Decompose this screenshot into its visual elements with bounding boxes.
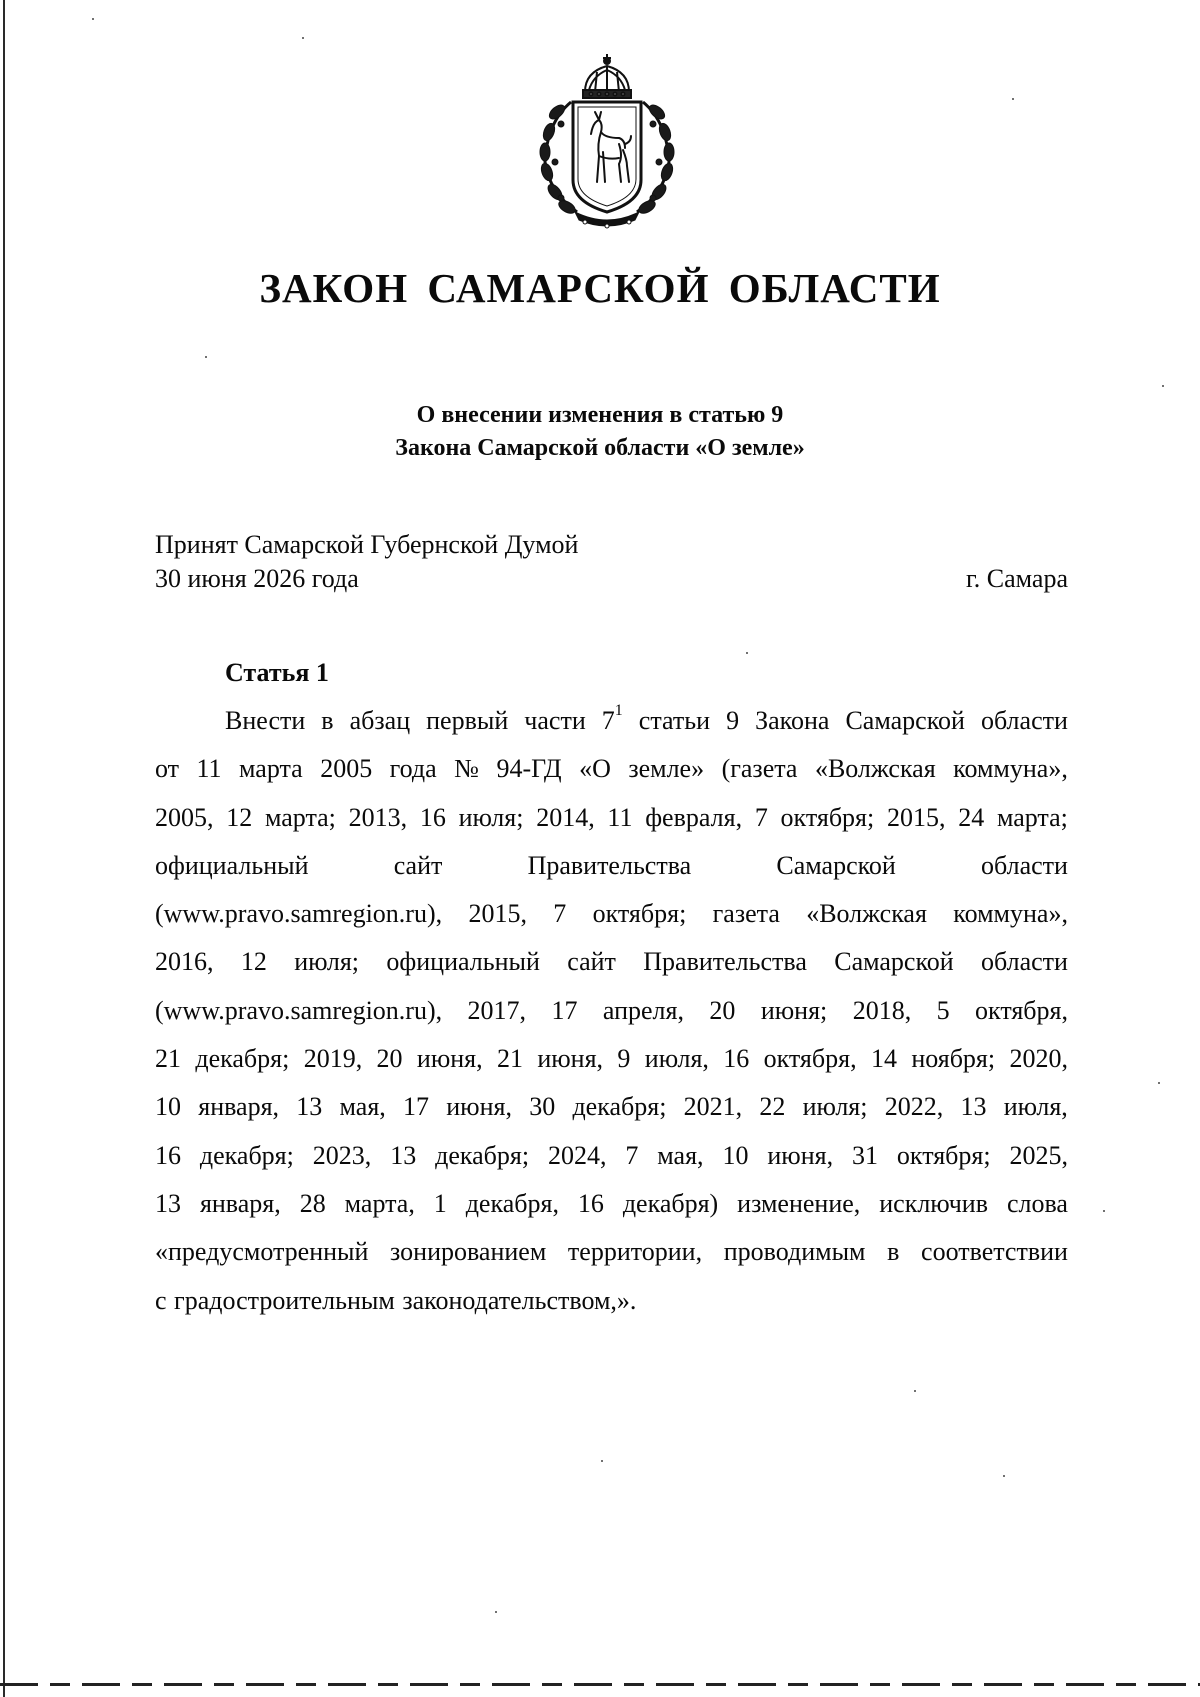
article-word: февраля, xyxy=(645,802,743,832)
scan-bottom-edge xyxy=(0,1683,1200,1686)
article-word: Самарской xyxy=(776,850,896,880)
article-word: июня, xyxy=(767,1140,834,1170)
article-word: июля; xyxy=(458,802,524,832)
article-word: 11 xyxy=(607,802,633,832)
article-word: 30 xyxy=(529,1092,556,1122)
article-word: исключив xyxy=(879,1188,988,1218)
article-word: марта; xyxy=(264,802,336,832)
article-word: сайт xyxy=(393,850,443,880)
article-word: июля; xyxy=(802,1092,868,1122)
scan-speck xyxy=(205,356,207,358)
article-word: 12 xyxy=(240,947,267,977)
scan-speck xyxy=(1012,98,1014,100)
article-line xyxy=(155,842,1068,890)
article-line xyxy=(155,697,1068,745)
article-line xyxy=(155,1277,1068,1325)
article-word: Самарской xyxy=(834,947,954,977)
article-word: ноября; xyxy=(911,1044,996,1074)
article-word: 20 xyxy=(376,1044,403,1074)
article-word: Внести xyxy=(225,706,306,735)
article-word: области xyxy=(980,706,1068,735)
article-word: области xyxy=(981,947,1068,977)
article-word: 5 xyxy=(936,995,950,1025)
article-word: Правительства xyxy=(527,850,692,880)
article-word: 13 xyxy=(296,1092,323,1122)
article-word: 2015, xyxy=(886,802,946,832)
scan-speck xyxy=(302,37,304,39)
article-word: 17 xyxy=(403,1092,430,1122)
city-label: г. Самара xyxy=(966,564,1068,593)
scan-speck xyxy=(1103,1210,1105,1212)
article-word: июня, xyxy=(416,1044,483,1074)
article-word: (газета xyxy=(721,754,798,784)
article-word: октября; xyxy=(896,1140,991,1170)
article-word: 2025, xyxy=(1009,1140,1068,1170)
article-word: июля; xyxy=(294,947,360,977)
article-word: 7 xyxy=(625,1140,639,1170)
article-word: 20 xyxy=(709,995,736,1025)
article-line xyxy=(155,987,1068,1035)
article-word: статьи xyxy=(638,706,711,735)
article-line xyxy=(155,1035,1068,1083)
article-word: $7^1$ xyxy=(601,702,623,735)
article-word: «Волжская xyxy=(806,899,927,929)
article-word: января, xyxy=(199,1188,281,1218)
adoption-info xyxy=(155,528,578,596)
article-word: 13 xyxy=(155,1188,181,1218)
article-word: от xyxy=(155,754,180,784)
scan-speck xyxy=(1162,385,1164,387)
article-word: 94-ГД xyxy=(496,754,562,784)
article-line xyxy=(155,1083,1068,1131)
subtitle-line-1: О внесении изменения в статью 9 xyxy=(416,402,784,428)
article-word: 22 xyxy=(759,1092,786,1122)
article-word: № xyxy=(454,754,479,784)
article-word: 14 xyxy=(870,1044,897,1074)
law-subtitle xyxy=(0,399,1200,465)
article-word: области xyxy=(981,850,1068,880)
article-word: зонированием xyxy=(390,1237,547,1267)
scan-speck xyxy=(1003,1475,1005,1477)
article-word: «О xyxy=(579,754,611,784)
article-word: территории, xyxy=(567,1237,703,1267)
article-word: января, xyxy=(198,1092,280,1122)
article-line xyxy=(155,745,1068,793)
article-word: октября, xyxy=(975,995,1068,1025)
article-word: 2014, xyxy=(536,802,595,832)
article-title: Статья 1 xyxy=(225,658,329,687)
crown-icon xyxy=(583,54,631,98)
article-word: октября; xyxy=(592,899,687,929)
article-word: Самарской xyxy=(845,706,965,735)
article-word: в xyxy=(887,1237,900,1267)
article-word: 28 xyxy=(299,1188,326,1218)
article-word: 17 xyxy=(551,995,578,1025)
article-word: декабря; xyxy=(435,1140,530,1170)
article-word: 9 xyxy=(726,706,740,735)
article-word: Закона xyxy=(755,706,830,735)
article-word: 2005 xyxy=(320,754,373,784)
article-word: декабря, xyxy=(465,1188,559,1218)
article-word: 2021, xyxy=(683,1092,743,1122)
article-word: 2005, xyxy=(155,802,214,832)
article-word: официальный xyxy=(386,947,540,977)
article-word: абзац xyxy=(349,706,411,735)
article-word: газета xyxy=(712,899,780,929)
coat-of-arms-emblem xyxy=(527,52,687,232)
article-word: 16 xyxy=(723,1044,750,1074)
ribbon-icon xyxy=(575,212,639,228)
article-word: 12 xyxy=(226,802,253,832)
article-word: 16 xyxy=(577,1188,604,1218)
article-word: части xyxy=(524,706,586,735)
article-word: октября; xyxy=(780,802,875,832)
article-word: июля, xyxy=(644,1044,709,1074)
article-word: 10 xyxy=(722,1140,749,1170)
article-line xyxy=(155,1132,1068,1180)
article-word: 2020, xyxy=(1009,1044,1068,1074)
article-word: марта xyxy=(239,754,303,784)
adopted-by: Принят Самарской Губернской Думой xyxy=(155,530,579,559)
article-line xyxy=(155,1180,1068,1228)
article-word: 10 xyxy=(155,1092,181,1122)
scan-speck xyxy=(914,1390,916,1392)
article-word: декабря; xyxy=(572,1092,667,1122)
article-word: 13 xyxy=(390,1140,417,1170)
article-word: июня, xyxy=(446,1092,512,1122)
article-word: 24 xyxy=(958,802,985,832)
article-word: 2022, xyxy=(884,1092,944,1122)
article-word: земле» xyxy=(628,754,705,784)
article-word: с градостроительным законодательством,». xyxy=(155,1285,637,1315)
article-word: «Волжская xyxy=(814,754,936,784)
article-word: (www.pravo.samregion.ru), xyxy=(155,995,443,1025)
scan-speck xyxy=(495,1611,497,1613)
article-word: 1 xyxy=(433,1188,447,1218)
article-word: 2024, xyxy=(547,1140,607,1170)
article-word: 2018, xyxy=(852,995,912,1025)
shield-icon xyxy=(573,102,641,212)
article-word: в xyxy=(321,706,334,735)
article-line xyxy=(155,1228,1068,1276)
subtitle-line-2: Закона Самарской области «О земле» xyxy=(395,435,805,461)
scan-left-edge xyxy=(3,0,5,1697)
article-word: декабря) xyxy=(622,1188,719,1218)
article-word: изменение, xyxy=(737,1188,861,1218)
article-word: первый xyxy=(426,706,509,735)
article-word: 2019, xyxy=(303,1044,363,1074)
article-word: мая, xyxy=(339,1092,386,1122)
article-word: июня; xyxy=(760,995,828,1025)
article-word: Правительства xyxy=(643,947,807,977)
article-word: соответствии xyxy=(921,1237,1068,1267)
scan-speck xyxy=(601,1460,603,1462)
scan-speck xyxy=(746,652,748,654)
article-word: апреля, xyxy=(602,995,684,1025)
article-word: 2023, xyxy=(312,1140,372,1170)
article-word: 16 xyxy=(419,802,446,832)
article-word: 16 xyxy=(155,1140,181,1170)
article-word: 9 xyxy=(617,1044,631,1074)
article-word: года xyxy=(389,754,437,784)
article-word: марта; xyxy=(996,802,1068,832)
article-line xyxy=(155,794,1068,842)
article-word: 2016, xyxy=(155,947,214,977)
article-word: 2013, xyxy=(348,802,408,832)
article-word: 2017, xyxy=(467,995,527,1025)
article-word: 21 xyxy=(496,1044,523,1074)
article-word: июня, xyxy=(537,1044,604,1074)
article-word: коммуна», xyxy=(953,899,1068,929)
article-word: 31 xyxy=(852,1140,878,1170)
page-title: ЗАКОН САМАРСКОЙ ОБЛАСТИ xyxy=(259,265,941,311)
article-word: коммуна», xyxy=(953,754,1068,784)
adoption-date: 30 июня 2026 года xyxy=(155,564,359,593)
article-word: 2015, xyxy=(468,899,527,929)
article-line xyxy=(155,938,1068,986)
article-word: декабря; xyxy=(195,1044,290,1074)
article-word: (www.pravo.samregion.ru), xyxy=(155,899,443,929)
article-word: «предусмотренный xyxy=(155,1237,369,1267)
article-word: сайт xyxy=(567,947,616,977)
article-word: проводимым xyxy=(723,1237,866,1267)
article-word: июля, xyxy=(1003,1092,1068,1122)
article-word: декабря; xyxy=(199,1140,294,1170)
article-word: 11 xyxy=(196,754,222,784)
article-word: октября, xyxy=(763,1044,857,1074)
article-word: 21 xyxy=(155,1044,181,1074)
article-word: мая, xyxy=(657,1140,704,1170)
article-word: марта, xyxy=(344,1188,415,1218)
scan-speck xyxy=(92,18,94,20)
article-word: официальный xyxy=(155,850,309,880)
article-word: 7 xyxy=(553,899,567,929)
article-word: 13 xyxy=(960,1092,987,1122)
article-word: слова xyxy=(1006,1188,1068,1218)
article-body xyxy=(155,697,1068,1325)
article-line xyxy=(155,890,1068,938)
scan-speck xyxy=(1158,1082,1160,1084)
article-word: 7 xyxy=(754,802,768,832)
